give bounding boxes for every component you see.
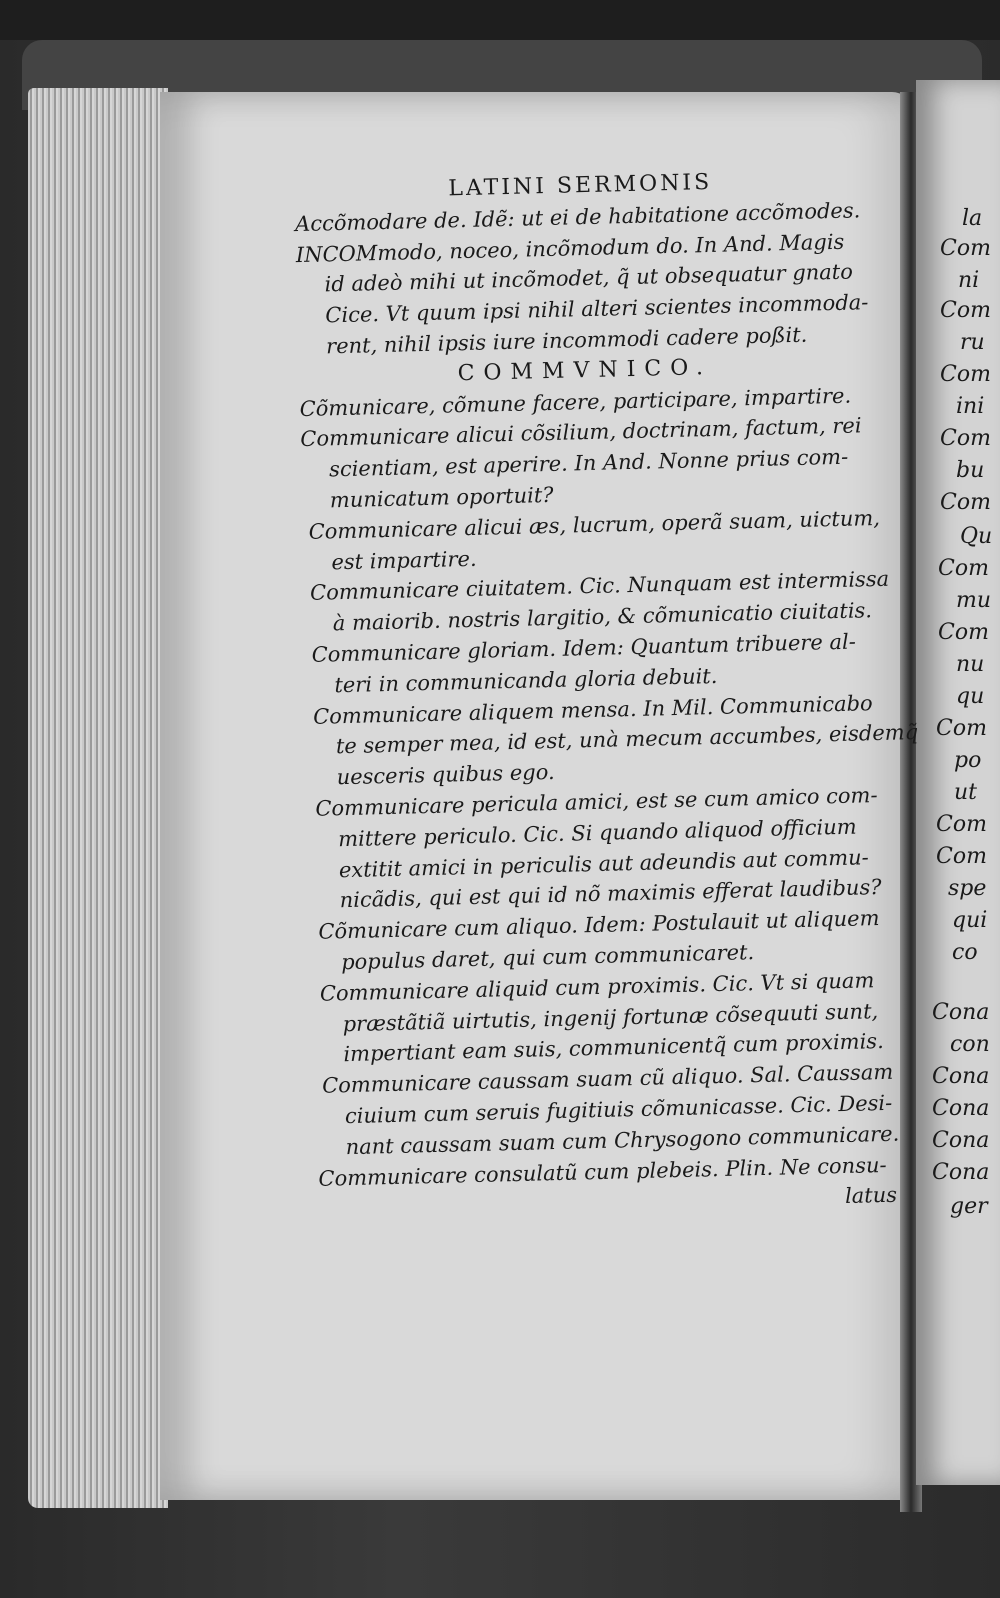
fragment: Cona	[932, 1096, 990, 1121]
fragment: bu	[956, 458, 985, 483]
text-line: Cõmunicare cum aliquo. Idem: Postulauit ut aliquem	[318, 906, 880, 944]
text-line: à maiorib. nostris largitio, & cõmunicatio ciuitatis.	[332, 598, 873, 636]
fragment: Com	[936, 844, 987, 869]
text-line: populus daret, qui cum communicaret.	[340, 940, 755, 975]
text-line: nant caussam suam cum Chrysogono communicare.	[345, 1121, 900, 1159]
text-line: municatum oportuit?	[329, 482, 554, 513]
text-line: impertiant eam suis, communicentq̃ cum proximis.	[343, 1029, 885, 1067]
fragment: Com	[936, 716, 987, 741]
fragment: qui	[952, 908, 988, 933]
text-line: Communicare gloriam. Idem: Quantum tribuere al-	[311, 629, 857, 667]
running-head: LATINI SERMONIS	[448, 169, 713, 202]
text-line: scientiam, est aperire. In And. Nonne prius com-	[328, 444, 849, 482]
fragment: ni	[958, 268, 980, 293]
fragment: Com	[938, 556, 989, 581]
text-line: INCOMmodo, noceo, incõmodum do. In And. Magis	[295, 229, 845, 267]
fragment: ger	[950, 1194, 988, 1219]
fragment: Com	[940, 298, 991, 323]
fragment: Com	[938, 620, 989, 645]
text-line: Accõmodare de. Idẽ: ut ei de habitatione accõmodes.	[294, 198, 861, 236]
text-line: Cõmunicare, cõmune facere, participare, impartire.	[299, 383, 852, 421]
fragment: ru	[960, 330, 985, 355]
fragment: Com	[940, 426, 991, 451]
fragment: Cona	[932, 1160, 990, 1185]
fragment: la	[962, 206, 983, 231]
fragment: Com	[940, 236, 991, 261]
fragment: po	[954, 748, 982, 773]
text-line: Communicare caussam suam cũ aliquo. Sal. Caussam	[321, 1059, 894, 1098]
fragment: Com	[940, 362, 991, 387]
text-line: Communicare aliquem mensa. In Mil. Communicabo	[312, 690, 873, 729]
text-line: præstãtiã uirtutis, ingenij fortunæ cõsequuti sunt,	[342, 998, 879, 1036]
fragment: con	[950, 1032, 990, 1057]
text-line: mittere periculo. Cic. Si quando aliquod officium	[337, 814, 857, 851]
text-line: nicãdis, qui est qui id nõ maximis efferat laudibus?	[339, 875, 882, 913]
fragment: Cona	[932, 1128, 990, 1153]
text-line: extitit amici in periculis aut adeundis aut commu-	[338, 844, 869, 882]
section-heading: COMMVNICO.	[457, 354, 713, 386]
text-line: Communicare consulatũ cum plebeis. Plin. Ne consu-	[318, 1152, 887, 1191]
text-line: ciuium cum seruis fugitiuis cõmunicasse. Cic. Desi-	[344, 1090, 893, 1129]
fragment: ini	[956, 394, 985, 419]
text-line: Communicare alicui cõsilium, doctrinam, factum, rei	[300, 413, 862, 452]
fragment: Cona	[932, 1000, 990, 1025]
text-line: uesceris quibus ego.	[336, 760, 555, 790]
text-line: teri in communicanda gloria debuit.	[334, 663, 718, 698]
right-page-text	[930, 190, 1000, 1390]
fragment: qu	[956, 684, 985, 709]
fragment: spe	[948, 876, 987, 901]
text-line: Communicare ciuitatem. Cic. Nunquam est intermissa	[309, 567, 890, 606]
fragment: Com	[936, 812, 987, 837]
text-line: Communicare alicui æs, lucrum, operã suam, uictum,	[308, 505, 881, 544]
text-line: Cice. Vt quum ipsi nihil alteri scientes incommoda-	[325, 290, 869, 328]
catchword: latus	[844, 1183, 898, 1209]
fragment: ut	[954, 780, 978, 805]
fragment: Com	[940, 490, 991, 515]
text-line: Communicare pericula amici, est se cum amico com-	[315, 783, 878, 821]
fragment: Cona	[932, 1064, 990, 1089]
fragment: mu	[956, 588, 992, 613]
fragment: Qu	[960, 524, 993, 549]
text-line: id adeò mihi ut incõmodet, q̃ ut obsequatur gnato	[324, 259, 854, 297]
text-line: Communicare aliquid cum proximis. Cic. Vt si quam	[319, 967, 875, 1006]
text-line: est impartire.	[331, 546, 477, 574]
text-line: rent, nihil ipsis iure incommodi cadere poßit.	[325, 322, 808, 359]
fragment: nu	[956, 652, 985, 677]
left-page-text	[294, 163, 935, 1597]
fragment: co	[952, 940, 978, 965]
text-line: te semper mea, id est, unà mecum accumbes, eisdemq̃	[335, 720, 919, 759]
page-edges	[28, 88, 168, 1508]
